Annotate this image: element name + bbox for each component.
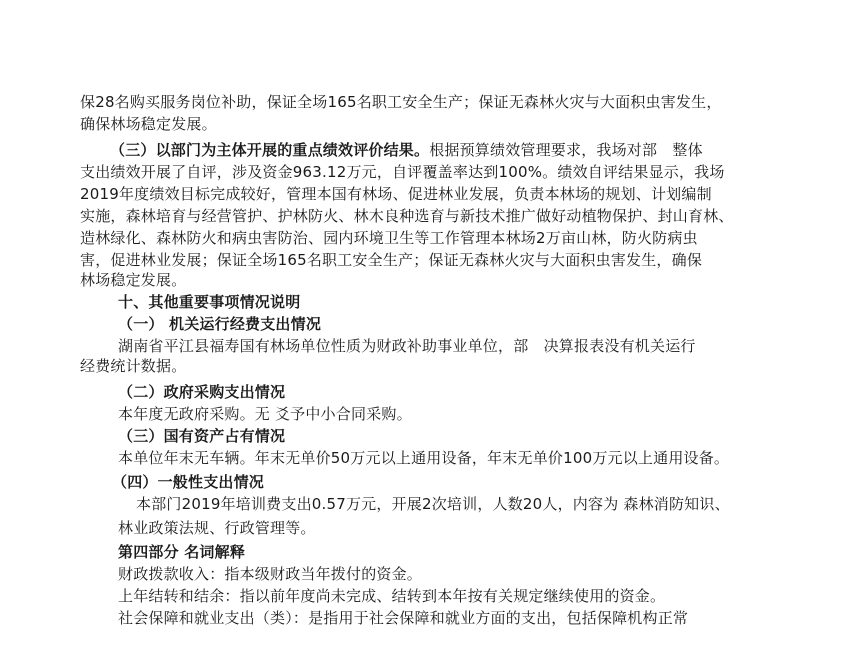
text-line — [118, 542, 245, 562]
text-line — [118, 586, 665, 606]
text-line — [110, 140, 703, 160]
text-line — [112, 472, 264, 492]
heading-text: 第四部分 名词解释 — [118, 543, 246, 561]
heading-text: （三）以部门为主体开展的重点绩效评价结果。 — [110, 141, 430, 159]
heading-text: （三）国有资产占有情况 — [118, 427, 286, 445]
body-text: 根据预算绩效管理要求，我场对部 整体 — [429, 141, 703, 159]
heading-text: （一） 机关运行经费支出情况 — [118, 315, 322, 333]
text-line — [80, 356, 186, 376]
body-text: 林场稳定发展。 — [80, 271, 187, 289]
body-text: 林业政策法规、行政管理等。 — [118, 519, 316, 537]
text-line — [118, 292, 300, 312]
text-line — [118, 518, 316, 538]
body-text: 支出绩效开展了自评，涉及资金963.12万元，自评覆盖率达到100%。绩效自评结果显示，我场 — [80, 163, 725, 181]
text-line — [80, 270, 186, 290]
text-line — [118, 314, 321, 334]
text-line — [118, 608, 688, 628]
heading-text: 十、其他重要事项情况说明 — [118, 293, 301, 311]
text-line — [80, 250, 702, 270]
body-text: 湖南省平江县福寿国有林场单位性质为财政补助事业单位，部 决算报表没有机关运行 — [118, 337, 696, 355]
body-text: 本年度无政府采购。无 爻予中小合同采购。 — [118, 405, 412, 423]
text-line — [80, 206, 734, 226]
body-text: 2019年度绩效目标完成较好，管理本国有林场、促进林业发展，负责本林场的规划、计划编制 — [80, 185, 712, 203]
text-line — [118, 382, 285, 402]
body-text: 造林绿化、森林防火和病虫害防治、园内环境卫生等工作管理本林场2万亩山林，防火防病虫 — [80, 229, 698, 247]
body-text: 害，促进林业发展；保证全场165名职工安全生产；保证无森林火灾与大面积虫害发生，确保 — [80, 251, 703, 269]
heading-text: （四）一般性支出情况 — [112, 473, 265, 491]
body-text: 社会保障和就业支出（类）：是指用于社会保障和就业方面的支出，包括保障机构正常 — [118, 609, 689, 627]
text-line — [136, 494, 730, 514]
text-line — [118, 448, 729, 468]
text-line — [118, 336, 696, 356]
text-line — [80, 228, 698, 248]
body-text: 确保林场稳定发展。 — [80, 115, 217, 133]
body-text: 上年结转和结余：指以前年度尚未完成、结转到本年按有关规定继续使用的资金。 — [118, 587, 666, 605]
text-line — [118, 404, 412, 424]
body-text: 本部门2019年培训费支出0.57万元，开展2次培训，人数20人，内容为 森林消防知识、 — [136, 495, 730, 513]
heading-text: （二）政府采购支出情况 — [118, 383, 286, 401]
body-text: 经费统计数据。 — [80, 357, 187, 375]
text-line — [80, 184, 712, 204]
body-text: 本单位年末无车辆。年末无单价50万元以上通用设备，年末无单价100万元以上通用设备。 — [118, 449, 730, 467]
body-text: 实施，森林培育与经营管护、护林防火、林木良种选育与新技术推广做好动植物保护、封山育林、 — [80, 207, 734, 225]
text-line — [118, 426, 285, 446]
body-text: 财政拨款收入：指本级财政当年拨付的资金。 — [118, 565, 423, 583]
text-line — [80, 162, 725, 182]
text-line — [80, 92, 722, 112]
text-line — [80, 114, 217, 134]
text-line — [118, 564, 422, 584]
body-text: 保28名购买服务岗位补助，保证全场165名职工安全生产；保证无森林火灾与大面积虫害发生， — [80, 93, 722, 111]
